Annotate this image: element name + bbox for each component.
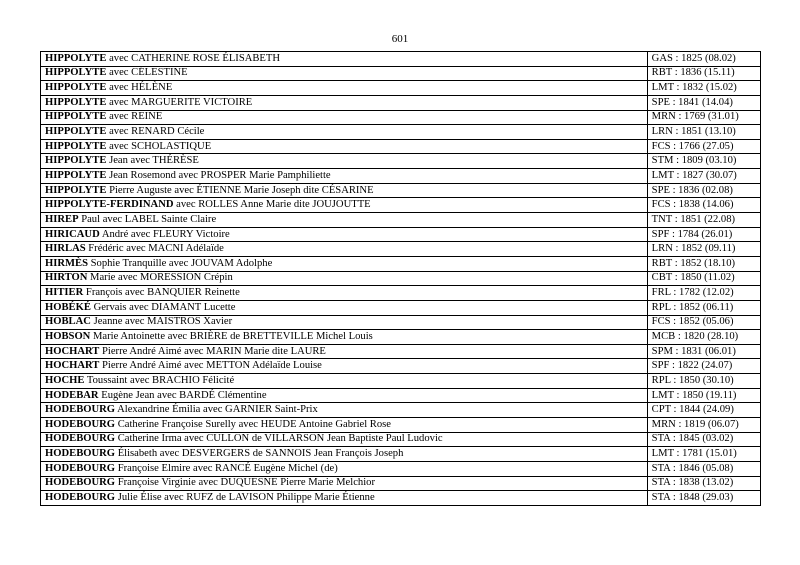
couple-cell [41, 95, 648, 110]
parish-date-cell: SPE : 1836 (02.08) [647, 183, 760, 198]
parish-date-cell: FCS : 1766 (27.05) [647, 139, 760, 154]
names-text: Toussaint avec BRACHIO Félicité [84, 374, 235, 386]
surname: HOBLAC [45, 316, 91, 328]
surname: HIPPOLYTE [45, 184, 107, 196]
couple-cell [41, 315, 648, 330]
couple-cell [41, 447, 648, 462]
couple-cell [41, 359, 648, 374]
surname: HIPPOLYTE [45, 96, 107, 108]
parish-date-cell: LMT : 1781 (15.01) [647, 447, 760, 462]
names-text: Pierre André Aimé avec MARIN Marie dite LAURE [99, 345, 326, 357]
table-row [41, 461, 761, 476]
table-row [41, 52, 761, 67]
names-text: François avec BANQUIER Reinette [83, 287, 240, 299]
surname: HOCHART [45, 360, 100, 372]
names-text: Pierre Auguste avec ÉTIENNE Marie Joseph dite CÉSARINE [106, 184, 374, 196]
couple-cell [41, 300, 648, 315]
surname: HODEBOURG [45, 462, 116, 474]
couple-cell [41, 476, 648, 491]
parish-date-cell: STA : 1838 (13.02) [647, 476, 760, 491]
parish-date-cell: SPM : 1831 (06.01) [647, 344, 760, 359]
couple-cell [41, 139, 648, 154]
surname: HIPPOLYTE-FERDINAND [45, 199, 174, 211]
table-row [41, 403, 761, 418]
parish-date-cell: SPE : 1841 (14.04) [647, 95, 760, 110]
parish-date-cell: RBT : 1836 (15.11) [647, 66, 760, 81]
surname: HODEBAR [45, 389, 99, 401]
parish-date-cell: SPF : 1822 (24.07) [647, 359, 760, 374]
table-row [41, 183, 761, 198]
names-text: Jean Rosemond avec PROSPER Marie Pamphiliette [106, 169, 331, 181]
table-row [41, 271, 761, 286]
surname: HIPPOLYTE [45, 140, 107, 152]
names-text: Jeanne avec MAISTROS Xavier [90, 316, 233, 328]
table-row [41, 300, 761, 315]
names-text: Julie Élise avec RUFZ de LAVISON Philippe Marie Étienne [115, 492, 375, 504]
table-row [41, 388, 761, 403]
table-row [41, 227, 761, 242]
parish-date-cell: RPL : 1850 (30.10) [647, 374, 760, 389]
table-row [41, 491, 761, 506]
surname: HODEBOURG [45, 448, 116, 460]
couple-cell [41, 403, 648, 418]
names-text: Frédéric avec MACNI Adélaïde [85, 243, 224, 255]
table-row [41, 198, 761, 213]
table-row [41, 418, 761, 433]
couple-cell [41, 418, 648, 433]
names-text: Marie Antoinette avec BRIÈRE de BRETTEVILLE Michel Louis [90, 330, 373, 342]
couple-cell [41, 154, 648, 169]
surname: HODEBOURG [45, 418, 116, 430]
table-row [41, 66, 761, 81]
surname: HIPPOLYTE [45, 126, 107, 138]
names-text: avec ROLLES Anne Marie dite JOUJOUTTE [173, 199, 371, 211]
table-row [41, 286, 761, 301]
names-text: avec CATHERINE ROSE ÉLISABETH [106, 52, 281, 64]
surname: HOBSON [45, 330, 91, 342]
surname: HOCHE [45, 374, 85, 386]
names-text: Françoise Elmire avec RANCÉ Eugène Michel (de) [115, 462, 338, 474]
table-row [41, 139, 761, 154]
surname: HIRMÈS [45, 257, 88, 269]
parish-date-cell: CPT : 1844 (24.09) [647, 403, 760, 418]
table-row [41, 242, 761, 257]
couple-cell [41, 66, 648, 81]
couple-cell [41, 388, 648, 403]
table-row [41, 432, 761, 447]
table-row [41, 476, 761, 491]
names-text: Marie avec MORESSION Crépin [87, 272, 233, 284]
names-text: Françoise Virginie avec DUQUESNE Pierre Marie Melchior [115, 477, 375, 489]
surname: HIPPOLYTE [45, 111, 107, 123]
parish-date-cell: CBT : 1850 (11.02) [647, 271, 760, 286]
couple-cell [41, 491, 648, 506]
surname: HIPPOLYTE [45, 67, 107, 79]
surname: HITIER [45, 287, 84, 299]
couple-cell [41, 198, 648, 213]
surname: HIREP [45, 213, 79, 225]
parish-date-cell: FCS : 1838 (14.06) [647, 198, 760, 213]
surname: HODEBOURG [45, 477, 116, 489]
surname: HODEBOURG [45, 404, 116, 416]
couple-cell [41, 213, 648, 228]
table-row [41, 359, 761, 374]
couple-cell [41, 286, 648, 301]
table-row [41, 110, 761, 125]
surname: HIRTON [45, 272, 88, 284]
parish-date-cell: MRN : 1769 (31.01) [647, 110, 760, 125]
parish-date-cell: FCS : 1852 (05.06) [647, 315, 760, 330]
parish-date-cell: RPL : 1852 (06.11) [647, 300, 760, 315]
names-text: André avec FLEURY Victoire [99, 228, 230, 240]
surname: HODEBOURG [45, 492, 116, 504]
surname: HIPPOLYTE [45, 82, 107, 94]
table-row [41, 213, 761, 228]
parish-date-cell: STA : 1846 (05.08) [647, 461, 760, 476]
couple-cell [41, 183, 648, 198]
names-text: Catherine Irma avec CULLON de VILLARSON Jean Baptiste Paul Ludovic [115, 433, 443, 445]
parish-date-cell: SPF : 1784 (26.01) [647, 227, 760, 242]
parish-date-cell: GAS : 1825 (08.02) [647, 52, 760, 67]
names-text: Gervais avec DIAMANT Lucette [90, 301, 236, 313]
names-text: avec SCHOLASTIQUE [106, 140, 212, 152]
marriage-register-table [40, 51, 761, 506]
names-text: Catherine Françoise Surelly avec HEUDE Antoine Gabriel Rose [115, 418, 391, 430]
parish-date-cell: STM : 1809 (03.10) [647, 154, 760, 169]
parish-date-cell: TNT : 1851 (22.08) [647, 213, 760, 228]
table-row [41, 447, 761, 462]
surname: HIPPOLYTE [45, 155, 107, 167]
table-row [41, 330, 761, 345]
couple-cell [41, 344, 648, 359]
couple-cell [41, 227, 648, 242]
table-row [41, 169, 761, 184]
couple-cell [41, 110, 648, 125]
couple-cell [41, 271, 648, 286]
names-text: avec RENARD Cécile [106, 126, 205, 138]
names-text: Alexandrine Émilia avec GARNIER Saint-Prix [115, 404, 318, 416]
names-text: Jean avec THÉRÈSE [106, 155, 199, 167]
names-text: Sophie Tranquille avec JOUVAM Adolphe [87, 257, 273, 269]
parish-date-cell: LRN : 1851 (13.10) [647, 125, 760, 140]
parish-date-cell: STA : 1845 (03.02) [647, 432, 760, 447]
couple-cell [41, 169, 648, 184]
names-text: Eugène Jean avec BARDÉ Clémentine [98, 389, 267, 401]
parish-date-cell: LMT : 1827 (30.07) [647, 169, 760, 184]
table-row [41, 154, 761, 169]
couple-cell [41, 330, 648, 345]
couple-cell [41, 52, 648, 67]
parish-date-cell: STA : 1848 (29.03) [647, 491, 760, 506]
couple-cell [41, 125, 648, 140]
names-text: Paul avec LABEL Sainte Claire [78, 213, 217, 225]
couple-cell [41, 461, 648, 476]
table-row [41, 81, 761, 96]
table-row [41, 256, 761, 271]
surname: HOBÉKÉ [45, 301, 91, 313]
table-row [41, 125, 761, 140]
names-text: avec CÉLESTINE [106, 67, 188, 79]
names-text: Élisabeth avec DESVERGERS de SANNOIS Jean François Joseph [115, 448, 404, 460]
surname: HIRLAS [45, 243, 86, 255]
parish-date-cell: RBT : 1852 (18.10) [647, 256, 760, 271]
couple-cell [41, 432, 648, 447]
parish-date-cell: FRL : 1782 (12.02) [647, 286, 760, 301]
names-text: avec REINE [106, 111, 163, 123]
page-number: 601 [391, 33, 409, 45]
parish-date-cell: LMT : 1850 (19.11) [647, 388, 760, 403]
surname: HIPPOLYTE [45, 169, 107, 181]
couple-cell [41, 374, 648, 389]
couple-cell [41, 256, 648, 271]
table-row [41, 315, 761, 330]
parish-date-cell: LMT : 1832 (15.02) [647, 81, 760, 96]
table-row [41, 95, 761, 110]
parish-date-cell: LRN : 1852 (09.11) [647, 242, 760, 257]
surname: HODEBOURG [45, 433, 116, 445]
names-text: avec MARGUERITE VICTOIRE [106, 96, 253, 108]
surname: HOCHART [45, 345, 100, 357]
table-row [41, 344, 761, 359]
couple-cell [41, 81, 648, 96]
names-text: Pierre André Aimé avec METTON Adélaïde Louise [99, 360, 322, 372]
table-row [41, 374, 761, 389]
parish-date-cell: MRN : 1819 (06.07) [647, 418, 760, 433]
names-text: avec HÉLÈNE [106, 82, 173, 94]
parish-date-cell: MCB : 1820 (28.10) [647, 330, 760, 345]
surname: HIPPOLYTE [45, 52, 107, 64]
surname: HIRICAUD [45, 228, 100, 240]
couple-cell [41, 242, 648, 257]
